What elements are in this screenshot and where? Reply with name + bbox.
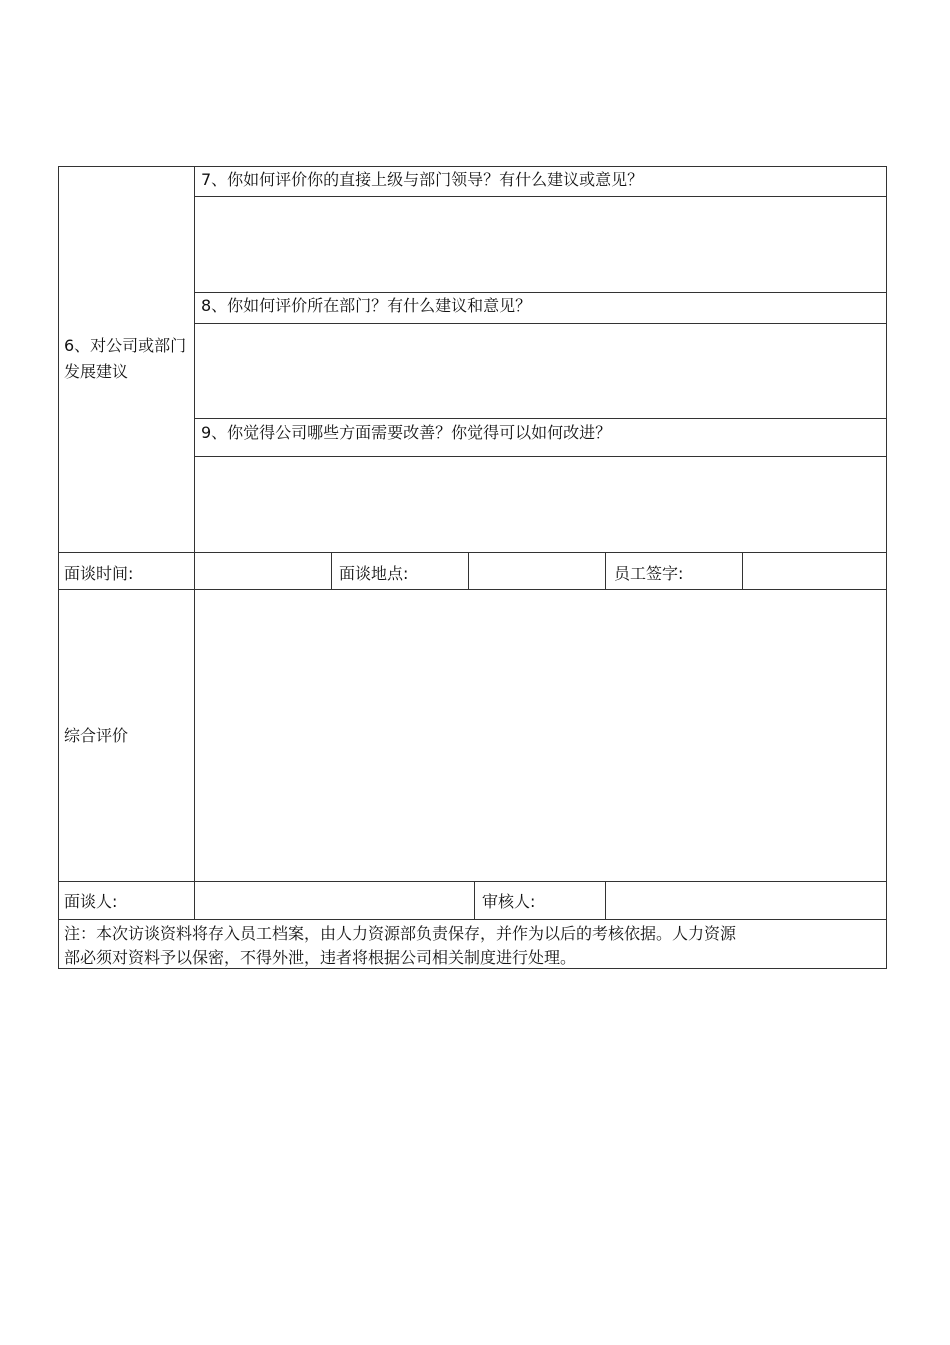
evaluation-label: 综合评价 (64, 726, 129, 745)
reviewer-label: 审核人: (482, 892, 536, 911)
question-7: 7、你如何评价你的直接上级与部门领导？有什么建议或意见？ (201, 170, 644, 189)
interview-time-label: 面谈时间: (64, 564, 134, 583)
interview-place-label: 面谈地点: (339, 564, 409, 583)
interview-place-field[interactable] (469, 553, 605, 589)
section6-label: 6、对公司或部门发展建议 (64, 336, 187, 381)
evaluation-field[interactable] (195, 590, 886, 881)
column-divider (605, 552, 606, 589)
interview-time-field[interactable] (195, 553, 331, 589)
column-divider (331, 552, 332, 589)
table-border-left (58, 166, 59, 969)
interviewer-field[interactable] (195, 882, 474, 919)
row-divider (58, 919, 887, 920)
note-line-2: 部必须对资料予以保密，不得外泄，违者将根据公司相关制度进行处理。 (64, 948, 577, 967)
reviewer-field[interactable] (606, 882, 886, 919)
question-8: 8、你如何评价所在部门？有什么建议和意见？ (201, 296, 532, 315)
answer-7-field[interactable] (195, 197, 886, 292)
note-line-1: 注：本次访谈资料将存入员工档案，由人力资源部负责保存，并作为以后的考核依据。人力资源 (64, 924, 737, 943)
interviewer-label: 面谈人: (64, 892, 118, 911)
table-border-right (886, 166, 887, 969)
answer-8-field[interactable] (195, 324, 886, 418)
column-divider (474, 881, 475, 919)
employee-signature-field[interactable] (743, 553, 886, 589)
row-divider (194, 418, 887, 419)
employee-signature-label: 员工签字: (614, 564, 684, 583)
question-9: 9、你觉得公司哪些方面需要改善？你觉得可以如何改进？ (201, 423, 612, 442)
answer-9-field[interactable] (195, 457, 886, 552)
